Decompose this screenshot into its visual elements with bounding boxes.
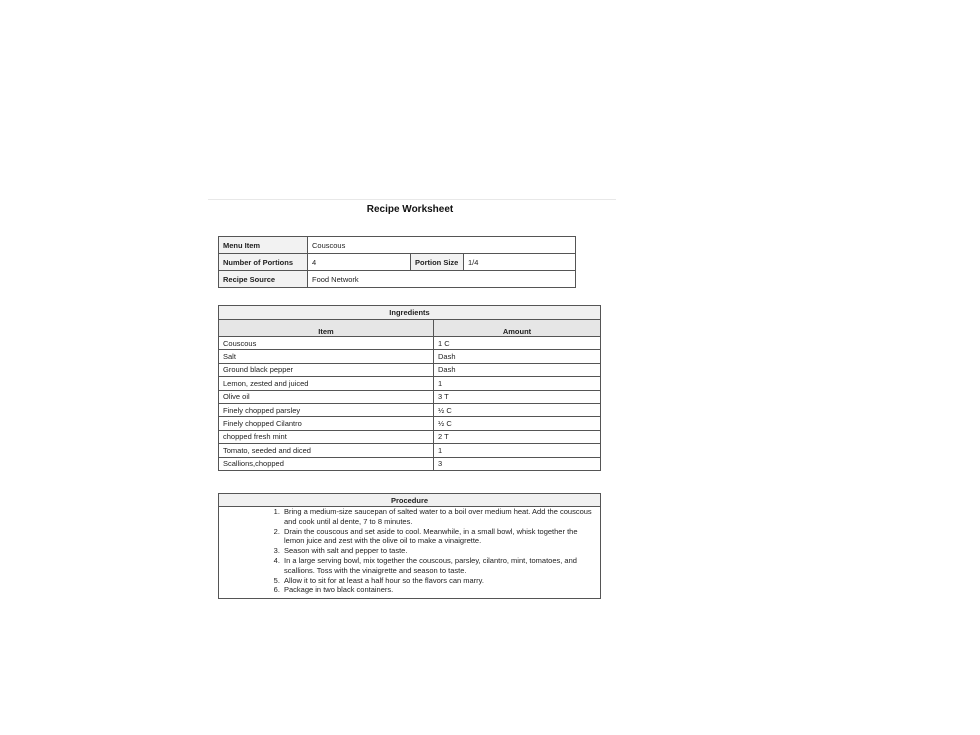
info-row-source [219,271,576,288]
procedure-step: 6. Package in two black containers. [282,585,592,595]
page-title: Recipe Worksheet [366,204,454,215]
procedure-step: 4. In a large serving bowl, mix together the couscous, parsley, cilantro, mint, tomatoes, and scallions. Toss with the vinaigrette and season to taste. [282,556,592,576]
ingredient-amount: 1 [434,444,601,457]
ingredient-amount: ½ C [434,417,601,430]
item-column-header: Item [219,320,434,337]
procedure-step: 3. Season with salt and pepper to taste. [282,546,592,556]
table-row [219,417,601,430]
ingredient-item: chopped fresh mint [219,430,434,443]
ingredients-table [218,305,601,471]
procedure-steps [219,507,592,595]
ingredient-item: Olive oil [219,390,434,403]
ingredient-amount: 2 T [434,430,601,443]
procedure-table [218,493,601,599]
table-row [219,377,601,390]
ingredient-amount: 3 T [434,390,601,403]
ingredient-amount: Dash [434,350,601,363]
ingredient-amount: 1 C [434,337,601,350]
procedure-caption: Procedure [219,494,601,507]
table-row [219,403,601,416]
ingredient-amount: 1 [434,377,601,390]
ingredient-item: Finely chopped Cilantro [219,417,434,430]
ingredient-amount: ½ C [434,403,601,416]
table-row [219,457,601,470]
procedure-step: 5. Allow it to sit for at least a half hour so the flavors can marry. [282,576,592,586]
procedure-step: 1. Bring a medium-size saucepan of salted water to a boil over medium heat. Add the couscous and cook until al dente, 7 to 8 minutes. [282,507,592,527]
procedure-cell [219,507,601,599]
table-row [219,350,601,363]
ingredients-rows [219,337,601,471]
menu-item-label: Menu Item [219,237,308,254]
table-row [219,444,601,457]
procedure-step: 2. Drain the couscous and set aside to cool. Meanwhile, in a small bowl, whisk together the lemon juice and zest with the olive oil to make a vinaigrette. [282,527,592,547]
table-row [219,337,601,350]
amount-column-header: Amount [434,320,601,337]
ingredient-item: Salt [219,350,434,363]
source-label: Recipe Source [219,271,308,288]
info-row-portions [219,254,576,271]
portion-size-label: Portion Size [411,254,464,271]
menu-item-value: Couscous [308,237,576,254]
ingredient-item: Couscous [219,337,434,350]
recipe-info-table [218,236,576,288]
portion-size-value: 1/4 [464,254,576,271]
ingredient-item: Finely chopped parsley [219,403,434,416]
top-divider [208,199,616,200]
table-row [219,363,601,376]
table-row [219,430,601,443]
ingredient-amount: 3 [434,457,601,470]
ingredient-item: Scallions,chopped [219,457,434,470]
ingredient-item: Ground black pepper [219,363,434,376]
ingredients-caption: Ingredients [219,306,601,320]
ingredient-item: Tomato, seeded and diced [219,444,434,457]
portions-value: 4 [308,254,411,271]
info-row-menu-item [219,237,576,254]
ingredient-item: Lemon, zested and juiced [219,377,434,390]
source-value: Food Network [308,271,576,288]
ingredient-amount: Dash [434,363,601,376]
table-row [219,390,601,403]
portions-label: Number of Portions [219,254,308,271]
